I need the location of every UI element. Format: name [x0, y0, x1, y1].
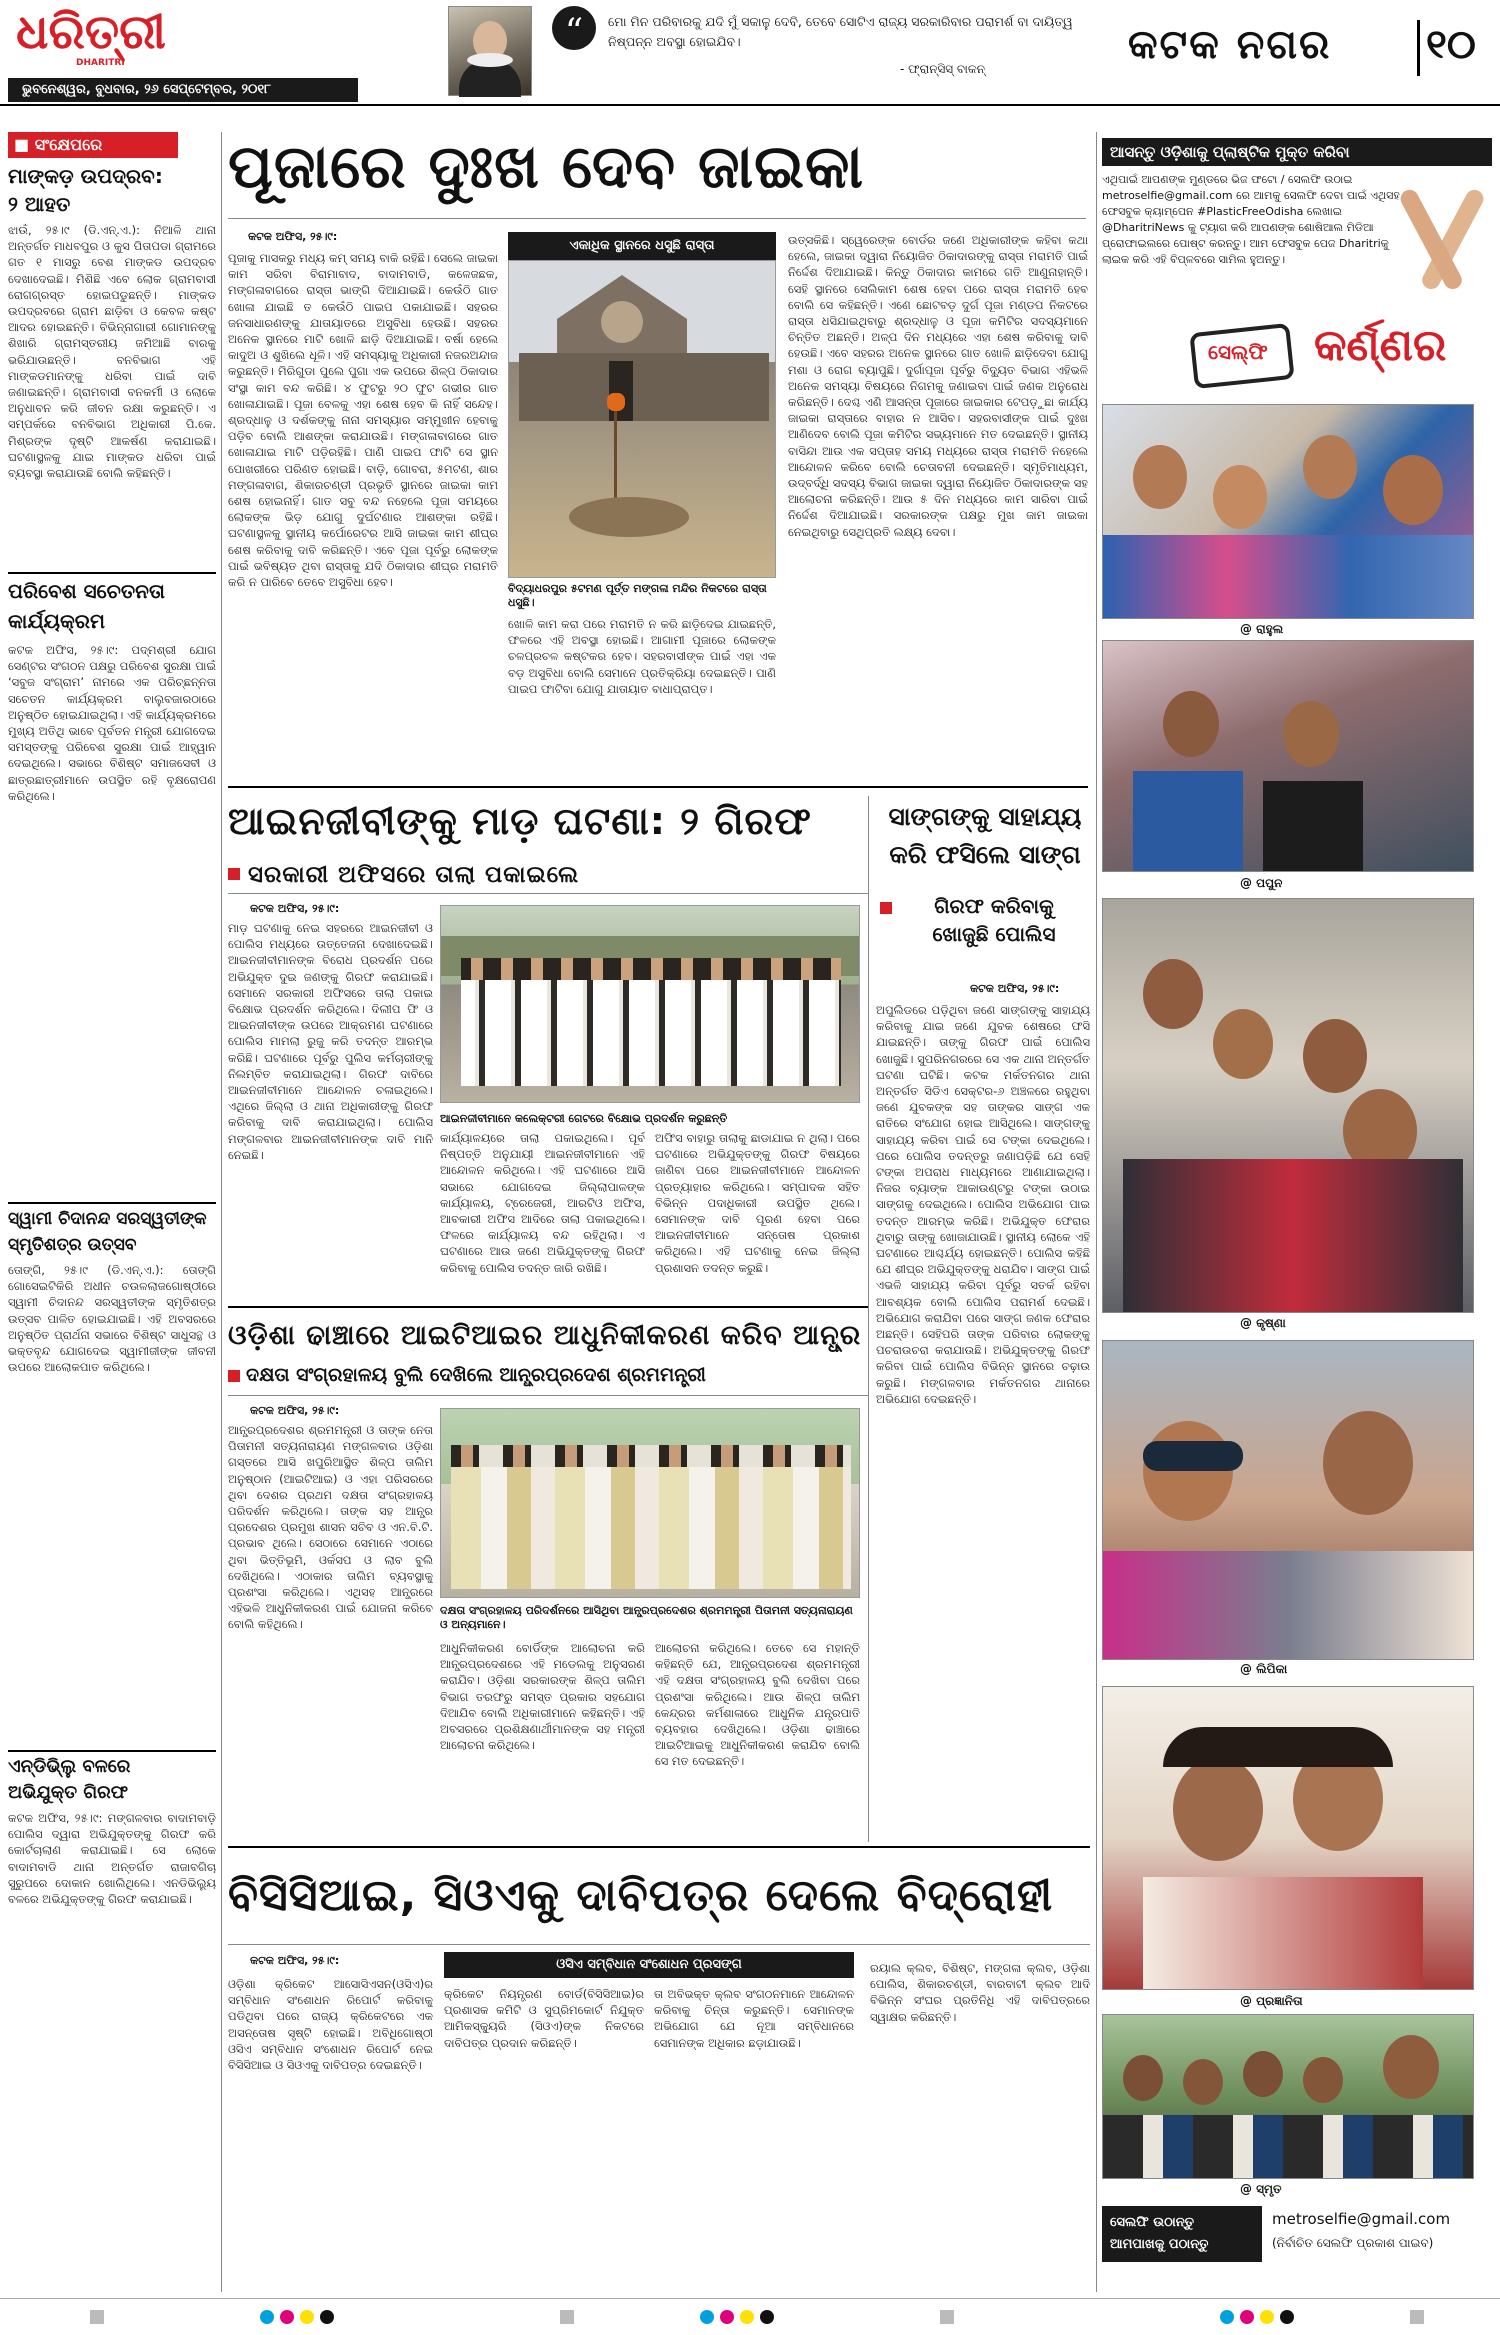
page-number: ୧୦ — [1426, 22, 1476, 68]
quote-mark-icon: “ — [552, 6, 596, 50]
iti-headline: ଓଡ଼ିଶା ଢାଞ୍ଚାରେ ଆଇଟିଆଇର ଆଧୁନିକୀକରଣ କରିବ ଆନ୍ଧ୍ର — [228, 1320, 862, 1351]
sang-subhead: ଗିରଫ କରିବାକୁ ଖୋଜୁଛି ପୋଲିସ — [932, 894, 1056, 946]
brief-headline-1: ମାଙ୍କଡ଼ ଉପଦ୍ରବ: ୨ ଆହତ — [8, 164, 163, 216]
plastic-banner: ଆସନ୍ତୁ ଓଡ଼ିଶାକୁ ପ୍ଲାଷ୍ଟିକ ମୁକ୍ତ କରିବା — [1102, 138, 1492, 166]
bcci-label: ଓସିଏ ସମ୍ବିଧାନ ସଂଶୋଧନ ପ୍ରସଙ୍ଗ — [444, 1952, 854, 1978]
lawyer-col-2: କାର୍ଯ୍ୟାଳୟରେ ତାଲା ପକାଇଥିଲେ। ପୂର୍ବ ନିଷ୍ପତ୍ତି ଅନୁଯାୟୀ ଆଇନଜୀବୀମାନେ ଏହି ଆନ୍ଦୋଳନ କରିଥିଲେ। ଏହି ଘଟଣାରେ ଆସି ସଭାରେ ଯୋଗଦେଇ ଜିଲ୍ଲାପାଳଙ୍କ କାର୍ଯ୍ୟାଳୟ, ଟ୍ରେଜେରୀ, ଆରଟିଓ ଅଫିସ, ଆବକାରୀ ଅଫିସ ଆଦିରେ ତାଲା ପକାଇଥିଲେ। ଫଳରେ କାର୍ଯ୍ୟାଳୟ ବନ୍ଦ ରହିଥିଲା। ଏ ଘଟଣାରେ ଆଉ ଜଣେ ଅଭିଯୁକ୍ତଙ୍କୁ ଗିରଫ କରିବାକୁ ପୋଲିସ ତଦନ୍ତ ଜାରି ରଖିଛି। — [440, 1131, 645, 1275]
brief-column — [8, 132, 216, 2292]
logo-text: ଧରିତ୍ରୀ — [16, 4, 166, 60]
selfie-name-6: @ ସ୍ମୃତ — [1240, 2182, 1282, 2196]
main-headline: ପୂଜାରେ ଦୁଃଖ ଦେବ ଜାଇକା — [228, 132, 865, 202]
selfie-footer — [1102, 2206, 1492, 2262]
date-bar — [8, 78, 358, 102]
lawyer-photo-caption: ଆଇନଜୀବୀମାନେ କଲେକ୍ଟରୀ ଗେଟରେ ବିକ୍ଷୋଭ ପ୍ରଦର୍ଶନ କରୁଛନ୍ତି — [440, 1112, 728, 1125]
main-col-3: ଉତ୍ସକିଛି। ସ୍ୱେରେଙ୍କ ବୋର୍ଡର ଜଣେ ଅଧିକାରୀଙ୍କ କହିବା କଥା ହେଲେ, ଜାଇକା ଦ୍ୱାରା ନିୟୋଜିତ ଠିକାଦାରଙ୍କୁ ରାସ୍ତା ମରାମତି ପାଇଁ ନିର୍ଦ୍ଦେଶ ଦିଆଯାଇଛି। କିନ୍ତୁ ଠିକାଦାର କାମରେ ଗତି ଆଣୁନାହାନ୍ତି। ସେହି ସ୍ଥାନରେ ସେଲିକାମ ଶେଷ ହେବା ପରେ ରାସ୍ତା ମରାମତି ହେବ ବୋଲି ସେ କହିଛନ୍ତି। ଏଣେ ଛୋଟବଡ଼ ଦୁର୍ଗ ପୂଜା ମଣ୍ଡପ ନିକଟରେ ରାସ୍ତା ଧସିଯାଇଥିବାରୁ ଶ୍ରଦ୍ଧାଳୁ ଓ ପୂଜା କମିଟିର ସଦସ୍ୟମାନେ ଚିନ୍ତିତ ଅଛନ୍ତି। ଅଳ୍ପ ଦିନ ମଧ୍ୟରେ ଏହା ଶେଷ କରିବାକୁ ଦାବି ହେଉଛି। ଏବେ ସହରର ଅନେକ ସ୍ଥାନରେ ଗାତ ଖୋଳି ଛାଡ଼ିଦେବା ଯୋଗୁ ମଶା ଓ ରୋଗ ବ୍ୟାପୁଛି। ଦୁର୍ଗାପୂଜା ପୂର୍ବରୁ ବିଦ୍ୟୁତ ବିଭାଗ ଏହିଭଳି ଅନେକ ସମସ୍ୟା ବିଷୟରେ ନିଗମକୁ ଜଣାଇବା ପାଇଁ ଜଣକ ଅନୁରୋଧ କରିଛନ୍ତି। ଦେଶ୍ଚ ଏଣି ଆସନ୍ତା ପୂଜାରେ ଜାଇକାର ଟେପଡ଼ୁଛା କାର୍ଯ୍ୟ ଜାଇକା ରାସ୍ତାରେ ବାହାର ନ ଆସିବ। ସହରବାସୀଙ୍କ ପାଇଁ ଦୁଃଖ ଆଣିଦେବ ବୋଲି ପୂଜା କମିଟିର ସଭ୍ୟମାନେ ମତ ଦେଇଛନ୍ତି। ସ୍ଥାନୀୟ ବାସିନ୍ଦା ଆଉ ଏକ ସପ୍ତାହ ସମୟ ମଧ୍ୟରେ ରାସ୍ତା ମରାମତି ନହେଲେ ଆନ୍ଦୋଳନ କରିବେ ବୋଲି ଚେତାବନୀ ଦେଇଛନ୍ତି। ସ୍ମୃତିମାଧ୍ୟମ, ଉଦ୍‌ବର୍ଦ୍ଧି ସଦସ୍ୟ ବିଭାଗ ଜାଇକା ଦ୍ୱାରା ନିୟୋଜିତ ଠିକାଦାରଙ୍କ ସହ ଆଲୋଚନା କରିଛନ୍ତି। ଆଉ ୫ ଦିନ ମଧ୍ୟରେ କାମ ସାରିବା ପାଇଁ ନିର୍ଦ୍ଦେଶ ଦିଆଯାଇଛି। ସରକାରଙ୍କ ପକ୍ଷରୁ ମୁଖ ଜାମ ଜାଇକା ନେଇଥିବାରୁ ସେଥିପ୍ରତି ଲକ୍ଷ୍ୟ ଦେବା। — [788, 233, 1088, 539]
logo — [6, 4, 346, 66]
sang-dateline: କଟକ ଅଫିସ, ୨୫।୯: — [970, 982, 1060, 995]
selfie-photo-1 — [1102, 404, 1474, 619]
bullet-icon — [228, 868, 240, 880]
cross-hands-icon — [1408, 168, 1488, 288]
selfie-footer-note: (ନିର୍ବାଚିତ ସେଲଫି ପ୍ରକାଶ ପାଇବ) — [1272, 2236, 1434, 2250]
iti-photo — [440, 1408, 860, 1598]
section-name: କଟକ ନଗର — [1128, 22, 1332, 68]
main-photo-label: ଏକାଧିକ ସ୍ଥାନରେ ଧସୁଛି ରାସ୍ତା — [508, 232, 776, 260]
brief-headline-3: ସ୍ୱାମୀ ଚିଦାନନ୍ଦ ସରସ୍ୱତୀଙ୍କ ସ୍ମୃତିଶତ୍ର ଉତ୍ସବ — [8, 1202, 216, 1258]
main-photo-caption: ବିଦ୍ୟାଧରପୁର ୫ଟମଣ ପୂର୍ତ୍ତ ମଙ୍ଗଳା ମନ୍ଦିର ନିକଟରେ ରାସ୍ତା ଧସୁଛି। — [508, 582, 767, 609]
lawyer-subhead: ସରକାରୀ ଅଫିସରେ ତାଲା ପକାଇଲେ — [248, 862, 580, 888]
bullet-icon — [228, 1370, 240, 1382]
bullet-icon — [880, 902, 892, 914]
selfie-name-1: @ ରାହୁଲ — [1240, 622, 1284, 636]
iti-col-1: ଆନ୍ଧ୍ରପ୍ରଦେଶର ଶ୍ରମମନ୍ତ୍ରୀ ଓ ତାଙ୍କ ନେତା ପିତାମନୀ ସତ୍ୟନାରାୟଣ ମଙ୍ଗଳବାର ଓଡ଼ିଶା ଗସ୍ତରେ ଆସି ଖପୁରିଆସ୍ଥିତ ଶିଳ୍ପ ତାଲିମ ଅନୁଷ୍ଠାନ (ଆଇଟିଆଇ) ଓ ଏହା ପରିସରରେ ଥିବା ଦେଶର ପ୍ରଥମ ଦକ୍ଷତା ସଂଗ୍ରହାଳୟ ପରିଦର୍ଶନ କରିଥିଲେ। ତାଙ୍କ ସହ ଆନ୍ଧ୍ର ପ୍ରଦେଶର ପ୍ରମୁଖ ଶାସନ ସଚିବ ଓ ଏନ.ବି.ଟି. ପ୍ରଭାବ ଥିଲେ। ସେଠାରେ ସେମାନେ ଏଠାରେ ଥିବା ଭିତ୍ତିଭୂମି, ଓର୍କସପ ଓ ଲାବ ବୁଲି ଦେଖିଥିଲେ। ଏଠାକାର ତାଲିମ ବ୍ୟବସ୍ଥାକୁ ପ୍ରଶଂସା କରିଥିଲେ। ଏଥିସହ ଆନ୍ଧ୍ରରେ ଏହିଭଳି ଆଧୁନିକୀକରଣ ପାଇଁ ଯୋଜନା କରିବେ ବୋଲି କହିଥିଲେ। — [228, 1423, 433, 1632]
brief-text-1: ଝାଉଁ, ୨୫।୯ (ଡି.ଏନ୍.ଏ.): ନିଆଳି ଥାନା ଅନ୍ତର୍ଗତ ମାଧବପୁର ଓ କୁସ ପିତାପଡା ଗ୍ରାମରେ ଗତ ୧ ମାସରୁ ବେଶ ମାଙ୍କଡ ଉପଦ୍ରବ ଦେଖାଦେଇଛି। ମିଶିଛି ଏବେ ଲୋକ ଗ୍ରାମବାସୀ ରୋଗଗ୍ରସ୍ତ ହୋଇପଡୁଛନ୍ତି। ମାଙ୍କଡ ଉପଦ୍ରବରେ ଗ୍ରାମ ଛାଡ଼ିବା ଓ କେବଳ କଷ୍ଟ ଆଦର ହୋଇଛନ୍ତି। ବିଭିନ୍ନାଗାରୀ ଗୋମାନଙ୍କୁ ଶିଖାରି ଗ୍ରାମସ୍ତରୀୟ ଜମିଆଛି ବାରକୁ ଭରିଯାଉଛନ୍ତି। ବନବିଭାଗ ଏହି ମାଙ୍କଡମାନଙ୍କୁ ଧରିବା ପାଇଁ ଦାବି ଜଣାଇଛନ୍ତି। ଗ୍ରାମବାସୀ ବନକର୍ମୀ ଓ ଲୋକେ ଅନୁଧାବନ କରି ଜୀବନ ରକ୍ଷା କରୁଛନ୍ତି। ଏ ସମ୍ପର୍କରେ ବନବିଭାଗ ଅଧିକାରୀ ପି.କେ. ମିଶ୍ରଙ୍କ ଦୃଷ୍ଟି ଆକର୍ଷଣ କରାଯାଇଛି। ଘଟଣାସ୍ଥଳକୁ ଯାଇ ମାଙ୍କଡ ଧରିବା ପାଇଁ ବ୍ୟବସ୍ଥା କରାଯାଉଛି ବୋଲି କହିଛନ୍ତି। — [8, 223, 216, 481]
bcci-col-2: କ୍ରିକେଟ ନିୟନ୍ତ୍ରଣ ବୋର୍ଡ(ବିସିସିଆଇ)ର ପ୍ରଶାସକ କମିଟି ଓ ସୁପ୍ରିମକୋର୍ଟ ନିଯୁକ୍ତ ଆମିକସ୍‌କ୍ୟୁରି (ସିଓଏ)ଙ୍କ ନିକଟରେ ଦାବିପତ୍ର ପ୍ରଦାନ କରିଛନ୍ତି। — [444, 1987, 644, 2050]
selfie-name-5: @ ପ୍ରଜ୍ଞାନିତା — [1240, 1994, 1303, 2008]
masthead — [0, 0, 1500, 105]
lawyer-dateline: କଟକ ଅଫିସ, ୨୫।୯: — [250, 902, 340, 915]
lawyer-col-1: ମାଡ଼ ଘଟଣାକୁ ନେଇ ସହରରେ ଆଇନଜୀବୀ ଓ ପୋଲିସ ମଧ୍ୟରେ ଉତ୍ତେଜନା ଦେଖାଦେଇଛି। ଆଇନଜୀବୀମାନଙ୍କ ବିରୋଧ ପ୍ରଦର୍ଶନ ପରେ ଅଭିଯୁକ୍ତ ଦୁଇ ଜଣଙ୍କୁ ଗିରଫ କରାଯାଇଛି। ସେମାନେ ସରକାରୀ ଅଫିସରେ ତାଲା ପକାଇ ବିକ୍ଷୋଭ ପ୍ରଦର୍ଶନ କରିଥିଲେ। ଦିଲୀପ ଫି ଓ ଆଇନଜୀବୀଙ୍କ ଉପରେ ଆକ୍ରମଣ ଘଟଣାରେ ପୋଲିସ ମାମଲା ରୁଜୁ କରି ତଦନ୍ତ ଆରମ୍ଭ କରିଛି। ଘଟଣାରେ ପୂର୍ବରୁ ପୁଲିସ କର୍ମଚାରୀଙ୍କୁ ନିଲମ୍ବିତ କରାଯାଇଥିଲା। ଗିରଫ ଦାବିରେ ଆଇନଜୀବୀମାନେ ଆନ୍ଦୋଳନ ଚଳାଇଥିଲେ। ଏଥିରେ ଜିଲ୍ଲା ଓ ଥାନା ଅଧିକାରୀଙ୍କୁ ଗିରଫ କରିବାକୁ ଦାବି କରାଯାଇଥିଲା। ପୋଲିସ ମଙ୍ଗଳବାର ଆଇନଜୀବୀମାନଙ୍କ ଦାବି ମାନି ନେଇଛି। — [228, 921, 433, 1162]
brief-headline-4: ଏନ୍‌ଡିଭି୍ଲୁ ବଳରେ ଅଭିଯୁକ୍ତ ଗିରଫ — [8, 1750, 216, 1806]
registration-marks — [0, 2300, 1500, 2335]
sang-text: ଅପୁଲିଡରେ ପଡ଼ିଥିବା ଜଣେ ସାଙ୍ଗଙ୍କୁ ସାହାଯ୍ୟ କରିବାକୁ ଯାଇ ଜଣେ ଯୁବକ ଶେଷରେ ଫସି ଯାଇଛନ୍ତି। ତାଙ୍କୁ ଗିରଫ ପାଇଁ ପୋଲିସ ଖୋଜୁଛି। ସୁପରିନଗରରେ ସେ ଏକ ଥାନା ଅନ୍ତର୍ଗତ ଘଟଣା ଘଟିଛି। କଟକ ମର୍କତନଗର ଥାନା ଅନ୍ତର୍ଗତ ସିଡିଏ ସେକ୍ଟର-୬ ଅଞ୍ଚଳରେ ରହୁଥିବା ଜଣେ ଯୁବକଙ୍କ ସହ ତାଙ୍କର ସାଙ୍ଗ ଏକ ରାତିରେ ସଂଯୋଗ ହୋଇ ଆସିଥିଲେ। ସାଙ୍ଗଙ୍କୁ ସାହାଯ୍ୟ କରିବା ପାଇଁ ସେ ଟଙ୍କା ଦେଇଥିଲେ। ପରେ ପୋଲିସ ତଦନ୍ତରୁ ଜଣାପଡ଼ିଛି ଯେ ସେହି ଟଙ୍କା ଅପରାଧ ମାଧ୍ୟମରେ ଆଣାଯାଇଥିଲା। ନିଜର ବ୍ୟାଙ୍କ ଆକାଉଣ୍ଟରୁ ଟଙ୍କା ଉଠାଇ ସାଙ୍ଗକୁ ଦେଇଥିଲେ। ପୋଲିସ ଅଭିଯୋଗ ପାଇ ତଦନ୍ତ ଆରମ୍ଭ କରିଛି। ଅଭିଯୁକ୍ତ ଫେରାର ଥିବାରୁ ତାଙ୍କୁ ଖୋଜାଯାଉଛି। ସ୍ଥାନୀୟ ଲୋକେ ଏହି ଘଟଣାରେ ଆଶ୍ଚର୍ଯ୍ୟ ହୋଇଛନ୍ତି। ପୋଲିସ କହିଛି ଯେ ଶୀଘ୍ର ଅଭିଯୁକ୍ତଙ୍କୁ ଧରାଯିବ। ସାଙ୍ଗ ପାଇଁ ଏଭଳି ସାହାଯ୍ୟ କରିବା ପୂର୍ବରୁ ସତର୍କ ରହିବା ଆବଶ୍ୟକ ବୋଲି ପୋଲିସ ପରାମର୍ଶ ଦେଇଛି। ଅଭିଯୋଗ କରାଯିବା ପରେ ସାଙ୍ଗ ଜଣକ ଫେରାର ଅଛନ୍ତି। ସେହିପରି ତାଙ୍କ ପରିବାର ଲୋକଙ୍କୁ ପଚରାଉଚରା କରାଯାଉଛି। ଅଭିଯୁକ୍ତଙ୍କୁ ଗିରଫ କରିବା ପାଇଁ ପୋଲିସ ବିଭିନ୍ନ ସ୍ଥାନରେ ଚଢ଼ାଉ କରୁଛି। ମଙ୍ଗଳବାର ମର୍କତନଗର ଥାନାରେ ଅଭିଯୋଗ ଦେଇଛନ୍ତି। — [876, 1003, 1090, 1406]
bcci-col-1: ଓଡ଼ିଶା କ୍ରିକେଟ ଆସୋସିଏସନ(ଓସିଏ)ର ସମ୍ବିଧାନ ସଂଶୋଧନ ରିପୋର୍ଟ କରିବାକୁ ପଡିଥିବା ପରେ ରାଜ୍ୟ କ୍ରିକେଟରେ ଏକ ଅସନ୍ତୋଷ ସୃଷ୍ଟି ହୋଇଛି। ଅବିଧିଗୋଷ୍ଠୀ ଓସିଏ ସମ୍ବିଧାନ ସଂଶୋଧନ ରିପୋର୍ଟ ନେଇ ବିସିସିଆଇ ଓ ସିଓଏକୁ ଦାବିପତ୍ର ଦେଇଛନ୍ତି। — [228, 1977, 433, 2073]
iti-photo-caption: ଦକ୍ଷତା ସଂଗ୍ରହାଳୟ ପରିଦର୍ଶନରେ ଆସିଥିବା ଆନ୍ଧ୍ରପ୍ରଦେଶର ଶ୍ରମମନ୍ତ୍ରୀ ପିତାମନୀ ସତ୍ୟନାରାୟଣ ଓ ଅନ୍ୟମାନେ। — [440, 1604, 853, 1631]
selfie-photo-6 — [1102, 2014, 1474, 2179]
iti-dateline: କଟକ ଅଫିସ, ୨୫।୯: — [250, 1404, 340, 1417]
main-col-1: ପୂଜାକୁ ମାସକରୁ ମଧ୍ୟ କମ୍ ସମୟ ବାକି ରହିଛି। ସେଲେ ଜାଇକା କାମ ସରିବା ବିରାମାବାଦ, ବାଦାମବାଡି, କଳେଜଛକ, ମଙ୍ଗଳାବାଗରେ ରାସ୍ତା ଭାଙ୍ଗି ଦିଆଯାଇଛି। କେଉଁଠି ଗାତ ଖୋଳା ଯାଇଛି ତ କେଉଁଠି ପାଇପ ପକାଯାଇଛି। ସହରର ଜନସାଧାରଣଙ୍କୁ ଯାତାୟାତରେ ଅସୁବିଧା ହେଉଛି। ସହରର ଅନେକ ସ୍ଥାନରେ ମାଟି ଖୋଳି ଛାଡ଼ି ଦିଆଯାଇଛି। ବର୍ଷା ହେଲେ କାଦୁଅ ଓ ଶୁଖିଲେ ଧୂଳି। ଏହି ସମସ୍ୟାକୁ ଅଧିକାରୀ ନଜରଅନ୍ଦାଜ କରୁଛନ୍ତି। ମିରିଗୁଡା ପୁଲେ ପୁଗା ଏକ ଉପରେ ଶିଳ୍ପ ଠିକାଦାର ସଂସ୍ଥା କାମ ବନ୍ଦ କରିଛି। ୪ ଫୁଟରୁ ୨୦ ଫୁଟ ଗଭୀର ଗାତ ଖୋଳାଯାଇଛି। ପୂଜା ବେଳକୁ ଏହା ଶେଷ ହେବ କି ନାହିଁ ସନ୍ଦେହ। ଶ୍ରଦ୍ଧାଳୁ ଓ ଦର୍ଶକଙ୍କୁ ନାନା ସମସ୍ୟାର ସମ୍ମୁଖୀନ ହେବାକୁ ପଡ଼ିବ ବୋଲି ଆଶଙ୍କା କରାଯାଉଛି। ମଙ୍ଗଳାବାଗରେ ଗାତ ଖୋଳାଯାଇ ମାଟି ପଡ଼ିରହିଛି। ପାଣି ପାଇପ ଫାଟି ସେ ସ୍ଥାନ ପୋଖରୀରେ ପରିଣତ ହୋଇଛି। ବାଡ଼ି, ଗୋବରା, ୫ମଟଣ, ଶାର ମଙ୍ଗଳାବାଗ, ଶିକାରଚଣ୍ଡୀ ପ୍ରଭୃତି ସ୍ଥାନରେ ଜାଇକା କାମ ଶେଷ ହୋଇନାହିଁ। ଗାତ ସବୁ ବନ୍ଦ ନହେଲେ ପୂଜା ସମୟରେ ଲୋକଙ୍କ ଭିଡ଼ ଯୋଗୁ ଦୁର୍ଘଟଣାର ଆଶଙ୍କା ରହିଛି। ଘଟଣାସ୍ଥଳକୁ ସ୍ଥାନୀୟ କର୍ପୋରେଟର ଆସି ଜାଇକା କାମ ଶୀଘ୍ର ଶେଷ କରିବାକୁ ଦାବି କରିଛନ୍ତି। ଏବେ ପୂଜା ପୂର୍ବରୁ ଲୋକଙ୍କ ପାଇଁ ଭବିଷ୍ୟତ ଥିବା ରାସ୍ତାକୁ ଯଦି ଠିକାଦାର ଶୀଘ୍ର ମରାମତି କରି ନ ପାରିବେ ତେବେ ଅସୁବିଧା ହେବ। — [228, 251, 498, 590]
selfie-footer-cta: ସେଲଫି ଉଠାନ୍ତୁ ଆମପାଖକୁ ପଠାନ୍ତୁ — [1102, 2206, 1262, 2262]
main-photo — [508, 260, 776, 578]
main-col-2b: ଖୋଳି କାମ କରା ପରେ ମରାମତି ନ କରି ଛାଡ଼ିଦେଇ ଯାଇଛନ୍ତି, ଫଳରେ ଏହି ଅବସ୍ଥା ହୋଇଛି। ଆଗାମୀ ପୂଜାରେ ଲୋକଙ୍କ ଚଳପ୍ରଚଳ କଷ୍ଟକର ହେବ। ସହରବାସୀଙ୍କ ପାଇଁ ଏହା ଏକ ବଡ଼ ଅସୁବିଧା ବୋଲି ସେମାନେ ପ୍ରତିକ୍ରିୟା ଦେଇଛନ୍ତି। ପାଣି ପାଇପ ଫାଟିବା ଯୋଗୁ ଯାତାୟାତ ବାଧାପ୍ରାପ୍ତ। — [508, 617, 776, 696]
selfie-name-4: @ ଲିପିକା — [1240, 1662, 1288, 1676]
sang-headline: ସାଙ୍ଗଙ୍କୁ ସାହାଯ୍ୟ କରି ଫସିଲେ ସାଙ୍ଗ — [888, 802, 1082, 869]
bcci-col-4: ରୟାଲ କ୍ଲବ, ବିଶିଷ୍ଟ, ମଙ୍ଗଳା କ୍ଲବ, ଓଡ଼ିଶା ପୋଲିସ, ଶିକାରଚଣ୍ଡୀ, ବାରବାଟୀ କ୍ଲବ ଆଦି ବିଭିନ୍ନ ସଂଘର ପ୍ରତିନିଧି ଏହି ଦାବିପତ୍ରରେ ସ୍ୱାକ୍ଷର କରିଛନ୍ତି। — [870, 1961, 1090, 2024]
main-dateline: କଟକ ଅଫିସ, ୨୫।୯: — [248, 230, 338, 243]
selfie-photo-2 — [1102, 640, 1474, 872]
selfie-photo-4 — [1102, 1340, 1474, 1660]
lawyer-headline: ଆଇନଜୀବୀଙ୍କୁ ମାଡ଼ ଘଟଣା: ୨ ଗିରଫ — [228, 799, 812, 843]
selfie-corner-label-a: ସେଲ୍ଫି — [1208, 340, 1268, 364]
bcci-headline: ବିସିସିଆଇ, ସିଓଏକୁ ଦାବିପତ୍ର ଦେଲେ ବିଦ୍ରୋହୀ — [228, 1870, 1054, 1921]
iti-subhead: ଦକ୍ଷତା ସଂଗ୍ରହାଳୟ ବୁଲି ଦେଖିଲେ ଆନ୍ଧ୍ରପ୍ରଦେଶ ଶ୍ରମମନ୍ତ୍ରୀ — [246, 1364, 706, 1386]
brief-text-2: କଟକ ଅଫିସ, ୨୫।୯: ପଦ୍ମଶ୍ରୀ ଯୋଗ ସେଣ୍ଟର ସଂଗଠନ ପକ୍ଷରୁ ପରିବେଶ ସୁରକ୍ଷା ପାଇଁ ‘ସବୁଜ ସଂଗ୍ରାମ’ ନାମରେ ଏକ ପରିଚ୍ଛନ୍ନତା ସଚେତନ କାର୍ଯ୍ୟକ୍ରମ ବାଲୁବଜାରଠାରେ ଅନୁଷ୍ଠିତ ହୋଇଯାଇଥିଲା। ଏହି କାର୍ଯ୍ୟକ୍ରମରେ ମୁଖ୍ୟ ଅତିଥି ଭାବେ ପୂର୍ବତନ ମନ୍ତ୍ରୀ ଯୋଗଦେଇ ସମସ୍ତଙ୍କୁ ପରିବେଶ ସୁରକ୍ଷା ପାଇଁ ଆହ୍ୱାନ ଦେଇଥିଲେ। ସଭାରେ ବିଶିଷ୍ଟ ସମାଜସେବୀ ଓ ଛାତ୍ରଛାତ୍ରୀମାନେ ଉପସ୍ଥିତ ରହି ବୃକ୍ଷରୋପଣ କରିଥିଲେ। — [8, 643, 216, 803]
date-text: ଭୁବନେଶ୍ୱର, ବୁଧବାର, ୨୬ ସେପ୍ଟେମ୍ବର, ୨୦୧୮ — [22, 82, 271, 97]
iti-col-2: ଆଧୁନିକୀକରଣ ବୋର୍ଡିଙ୍କ ଆଲୋଚନା କରି ଆନ୍ଧ୍ରପ୍ରଦେଶରେ ଏହି ମଡେଲକୁ ଅନୁସରଣ କରାଯିବ। ଓଡ଼ିଶା ସରକାରଙ୍କ ଶିଳ୍ପ ତାଲିମ ବିଭାଗ ତରଫରୁ ସମସ୍ତ ପ୍ରକାର ସହଯୋଗ ଦିଆଯିବ ବୋଲି ଅଧିକାରୀମାନେ କହିଛନ୍ତି। ଏହି ଅବସରରେ ପ୍ରଶିକ୍ଷଣାର୍ଥୀମାନଙ୍କ ସହ ମନ୍ତ୍ରୀ ଆଲୋଚନା କରିଥିଲେ। — [440, 1641, 645, 1753]
plastic-text: ଏଥିପାଇଁ ଆପଣଙ୍କ ମୁଣ୍ଡରେ ଭିଜ ଫଟୋ / ସେଲଫି ଉଠାଇ metroselfie@gmail.com ରେ ଆମକୁ ସେଲଫି ଦେବା ପାଇଁ ଏଥିସହ ଫେସବୁକ କ୍ୟାମ୍ପେନ #PlasticFreeOdisha ଲେଖାଇ @DharitriNews କୁ ଟ୍ୟାଗ କରି ଆପଣଙ୍କ ଶୋଷିଆଲ ମିଡିଆ ପ୍ରୋଫାଇଲରେ ପୋଷ୍ଟ କରନ୍ତୁ। ଆମ ଫେସବୁକ ପେଜ Dharitriକୁ ଲାଇକ କରି ଏହି ବିପ୍ଳବରେ ସାମିଲ ହୁଅନ୍ତୁ। — [1102, 173, 1400, 266]
lawyer-col-3: ଅଫିସ ବାହାରୁ ତାଲାକୁ ଛାଡାଯାଇ ନ ଥିଲା। ପରେ ଘଟଣାରେ ଅଭିଯୁକ୍ତଙ୍କୁ ଗିରଫ ବିଷୟରେ ଜାଣିବା ପରେ ଆଇନଜୀବୀମାନେ ଆନ୍ଦୋଳନ ପ୍ରତ୍ୟାହାର କରିଥିଲେ। ସମ୍ପାଦକ ସହିତ ବିଭିନ୍ନ ପଦାଧିକାରୀ ଉପସ୍ଥିତ ଥିଲେ। ସେମାନଙ୍କ ଦାବି ପୂରଣ ହେବା ପରେ ଆଇନଜୀବୀମାନେ ସନ୍ତୋଷ ପ୍ରକାଶ କରିଥିଲେ। ଏହି ଘଟଣାକୁ ନେଇ ଜିଲ୍ଲା ପ୍ରଶାସନ ତଦନ୍ତ କରୁଛି। — [655, 1131, 860, 1275]
brief-label: ■ ସଂକ୍ଷେପରେ — [8, 132, 178, 158]
logo-sub: DHARITRI — [76, 58, 125, 68]
quote-portrait — [448, 6, 532, 96]
bcci-dateline: କଟକ ଅଫିସ, ୨୫।୯: — [250, 1954, 340, 1967]
brief-text-3: ତୋଙ୍ଗି, ୨୫।୯ (ଡି.ଏନ୍.ଏ.): ତୋଙ୍ଗି ଗୋସେଇଟିକିରି ଅଧୀନ ଚଉଳଲାଜଗୋଷ୍ଠୀରେ ସ୍ୱାମୀ ଚିଦାନନ୍ଦ ସରସ୍ୱତୀଙ୍କ ସ୍ମୃତିଶତ୍ର ଉତ୍ସବ ପାଳିତ ହୋଇଯାଇଛି। ଏହି ଅବସରରେ ଅନୁଷ୍ଠିତ ପ୍ରାର୍ଥନା ସଭାରେ ବିଶିଷ୍ଟ ସାଧୁସନ୍ଥ ଓ ଭକ୍ତବୃନ୍ଦ ଯୋଗଦେଇ ସ୍ୱାମୀଜୀଙ୍କ ଜୀବନୀ ଉପରେ ଆଲୋକପାତ କରିଥିଲେ। — [8, 1263, 216, 1375]
lawyer-photo — [440, 905, 860, 1103]
bcci-col-3: ତା ଅବିଭକ୍ତ କ୍ଲବ ସଂଗଠନମାନେ ଆନ୍ଦୋଳନ କରିବାକୁ ଚିନ୍ତା କରୁଛନ୍ତି। ସେମାନଙ୍କ ଅଭିଯୋଗ ଯେ ନୂଆ ସମ୍ବିଧାନରେ ସେମାନଙ୍କ ଅଧିକାର ଛଡ଼ାଯାଉଛି। — [654, 1987, 854, 2050]
iti-col-3: ଆଲୋଚନା କରିଥିଲେ। ତେବେ ସେ ମହାନ୍ତି କହିଛନ୍ତି ଯେ, ଆନ୍ଧ୍ରପ୍ରଦେଶ ଶ୍ରମମନ୍ତ୍ରୀ ଏହି ଦକ୍ଷତା ସଂଗ୍ରହାଳୟ ବୁଲି ଦେଖିବା ପରେ ପ୍ରଶଂସା କରିଥିଲେ। ଆଉ ଶିଳ୍ପ ତାଲିମ କେନ୍ଦ୍ରର କର୍ମଶାଳାରେ ଆଧୁନିକ ଯନ୍ତ୍ରପାତି ବ୍ୟବହାର ଦେଖିଥିଲେ। ଓଡ଼ିଶା ଢାଞ୍ଚାରେ ଆଇଟିଆଇକୁ ଆଧୁନିକୀକରଣ କରାଯିବ ବୋଲି ସେ ମତ ଦେଇଛନ୍ତି। — [655, 1641, 860, 1769]
selfie-footer-email: metroselfie@gmail.com — [1272, 2210, 1451, 2228]
quote-text: ମୋ ମିନ ପରିବାରକୁ ଯଦି ମୁଁ ସକାଳୁ ଦେବି, ତେବେ ସୋଟିଏ ରାଜ୍ୟ ସରକାରିବାର ପରାମର୍ଶ ବା ଦାୟିତ୍ୱ ନିଷ୍ପନ୍ନ ଅବସ୍ଥା ହୋଇଯିବ। — [608, 14, 1073, 49]
selfie-photo-3 — [1102, 898, 1474, 1313]
selfie-corner-header — [1102, 300, 1492, 404]
selfie-name-3: @ କୃଷ୍ଣା — [1240, 1316, 1286, 1330]
selfie-corner-label-b: କର୍ଣ୍ଣର — [1314, 320, 1447, 371]
square-icon: ■ — [14, 135, 35, 154]
quote-author: - ଫ୍ରାନ୍ସିସ୍ ବାକନ୍ — [900, 62, 985, 76]
brief-headline-2: ପରିବେଶ ସଚେତନତା କାର୍ଯ୍ୟକ୍ରମ — [8, 572, 216, 636]
selfie-photo-5 — [1102, 1686, 1474, 1990]
brief-text-4: କଟକ ଅଫିସ, ୨୫।୯: ମଙ୍ଗଳବାର ବାଦାମବାଡ଼ି ପୋଲିସ ଦ୍ୱାରା ଅଭିଯୁକ୍ତଙ୍କୁ ଗିରଫ କରି କୋର୍ଟଚାଲାଣ କରାଯାଇଛି। ସେ ଲୋକେ ବାଦାମବାଡି ଥାନା ଅନ୍ତର୍ଗତ ରାଜାବଗିଚା ସୁରୁପରେ ଦୋକାନ ଖୋଲିଥିଲେ। ଏନଡିଭିଲ୍ୟୁ ବଳରେ ଅଭିଯୁକ୍ତଙ୍କୁ ଗିରଫ କରାଯାଇଛି। — [8, 1811, 216, 1907]
selfie-name-2: @ ପପୁନ — [1240, 876, 1283, 890]
